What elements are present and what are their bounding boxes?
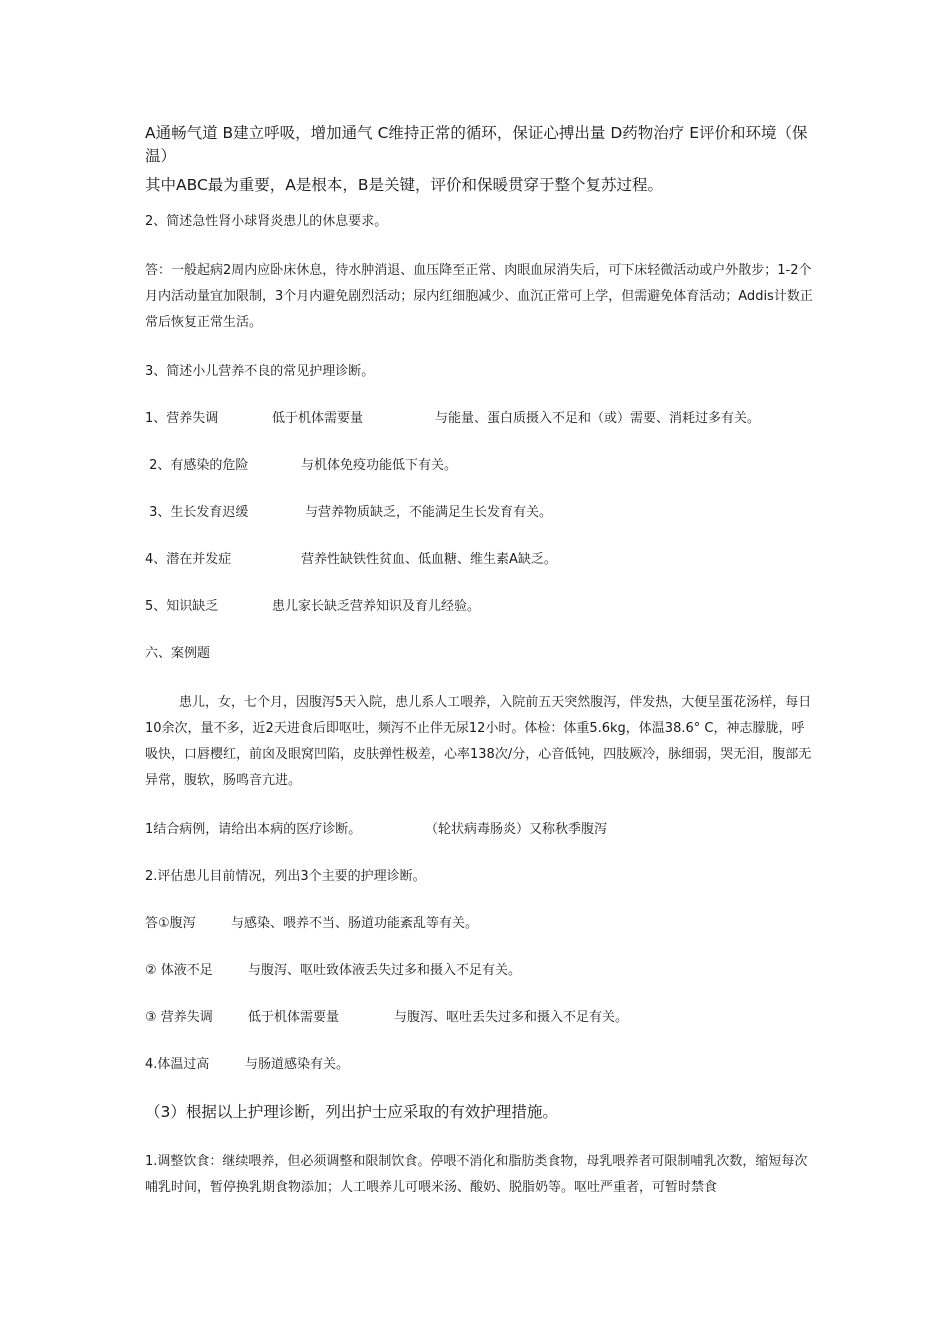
diagnosis-item-3 <box>145 502 815 524</box>
case-question-1 <box>145 819 815 841</box>
diagnosis-item-4 <box>145 549 815 571</box>
nursing-dx-4-cause: 与肠道感染有关。 <box>245 1057 350 1072</box>
diagnosis-2-title: 2、有感染的危险 <box>145 458 249 473</box>
nursing-dx-4-title: 4.体温过高 <box>145 1057 210 1072</box>
nursing-dx-2-title: ② 体液不足 <box>145 963 213 978</box>
question-3: 3、简述小儿营养不良的常见护理诊断。 <box>145 364 375 379</box>
measure-1: 1.调整饮食：继续喂养，但必须调整和限制饮食。停喂不消化和脂肪类食物，母乳喂养者可限制哺乳次数，缩短每次哺乳时间，暂停换乳期食物添加；人工喂养儿可喂米汤、酸奶、脱脂奶等。呕吐严重者，可暂时禁食 <box>145 1154 808 1195</box>
nursing-dx-3-cause: 与腹泻、呕吐丢失过多和摄入不足有关。 <box>394 1010 629 1025</box>
diagnosis-1-cause: 与能量、蛋白质摄入不足和（或）需要、消耗过多有关。 <box>435 411 761 426</box>
case-description: 患儿，女，七个月，因腹泻5天入院，患儿系人工喂养，入院前五天突然腹泻，伴发热，大便呈蛋花汤样，每日10余次，量不多，近2天进食后即呕吐，频泻不止伴无尿12小时。体检：体重5.6kg，体温38.6° C，神志朦胧，呼吸快，口唇樱红，前囟及眼窝凹陷，皮肤弹性极差，心率138次/分，心音低钝，四肢厥冷，脉细弱，哭无泪，腹部无异常，腹软，肠鸣音亢进。 <box>145 695 812 788</box>
nursing-dx-3-title: ③ 营养失调 <box>145 1010 213 1025</box>
nursing-dx-3 <box>145 1007 815 1029</box>
diagnosis-item-5 <box>145 596 815 618</box>
diagnosis-4-title: 4、潜在并发症 <box>145 552 232 567</box>
section-6-heading: 六、案例题 <box>145 646 211 661</box>
diagnosis-3-cause: 与营养物质缺乏，不能满足生长发育有关。 <box>305 505 553 520</box>
nursing-dx-4 <box>145 1054 815 1076</box>
diagnosis-2-cause: 与机体免疫功能低下有关。 <box>301 458 458 473</box>
diagnosis-1-title: 1、营养失调 <box>145 411 219 426</box>
diagnosis-3-title: 3、生长发育迟缓 <box>145 505 249 520</box>
cpr-steps-line: A通畅气道 B建立呼吸，增加通气 C维持正常的循环，保证心搏出量 D药物治疗 E评价和环境（保温） <box>145 124 808 165</box>
nursing-dx-3-sub: 低于机体需要量 <box>248 1010 340 1025</box>
case-q1-answer: （轮状病毒肠炎）又称秋季腹泻 <box>425 822 608 837</box>
diagnosis-item-2 <box>145 455 815 477</box>
question-2: 2、简述急性肾小球肾炎患儿的休息要求。 <box>145 214 388 229</box>
diagnosis-1-sub: 低于机体需要量 <box>272 411 364 426</box>
nursing-dx-2-cause: 与腹泻、呕吐致体液丢失过多和摄入不足有关。 <box>248 963 522 978</box>
document-body <box>145 122 815 1201</box>
diagnosis-5-cause: 患儿家长缺乏营养知识及育儿经验。 <box>272 599 481 614</box>
case-q1-text: 1结合病例，请给出本病的医疗诊断。 <box>145 822 362 837</box>
cpr-priority-line: 其中ABC最为重要，A是根本，B是关键，评价和保暖贯穿于整个复苏过程。 <box>145 176 664 194</box>
case-question-3: （3）根据以上护理诊断，列出护士应采取的有效护理措施。 <box>145 1103 558 1121</box>
diagnosis-5-title: 5、知识缺乏 <box>145 599 219 614</box>
diagnosis-item-1 <box>145 408 815 430</box>
answer-2: 答：一般起病2周内应卧床休息，待水肿消退、血压降至正常、肉眼血尿消失后，可下床轻微活动或户外散步；1-2个月内活动量宜加限制，3个月内避免剧烈活动；尿内红细胞减少、血沉正常可上学，但需避免体育活动；Addis计数正常后恢复正常生活。 <box>145 263 813 330</box>
nursing-dx-2 <box>145 960 815 982</box>
nursing-dx-1 <box>145 913 815 935</box>
diagnosis-4-cause: 营养性缺铁性贫血、低血糖、维生素A缺乏。 <box>301 552 557 567</box>
nursing-dx-1-cause: 与感染、喂养不当、肠道功能紊乱等有关。 <box>231 916 479 931</box>
nursing-dx-1-title: 答①腹泻 <box>145 916 196 931</box>
case-question-2: 2.评估患儿目前情况，列出3个主要的护理诊断。 <box>145 869 426 884</box>
